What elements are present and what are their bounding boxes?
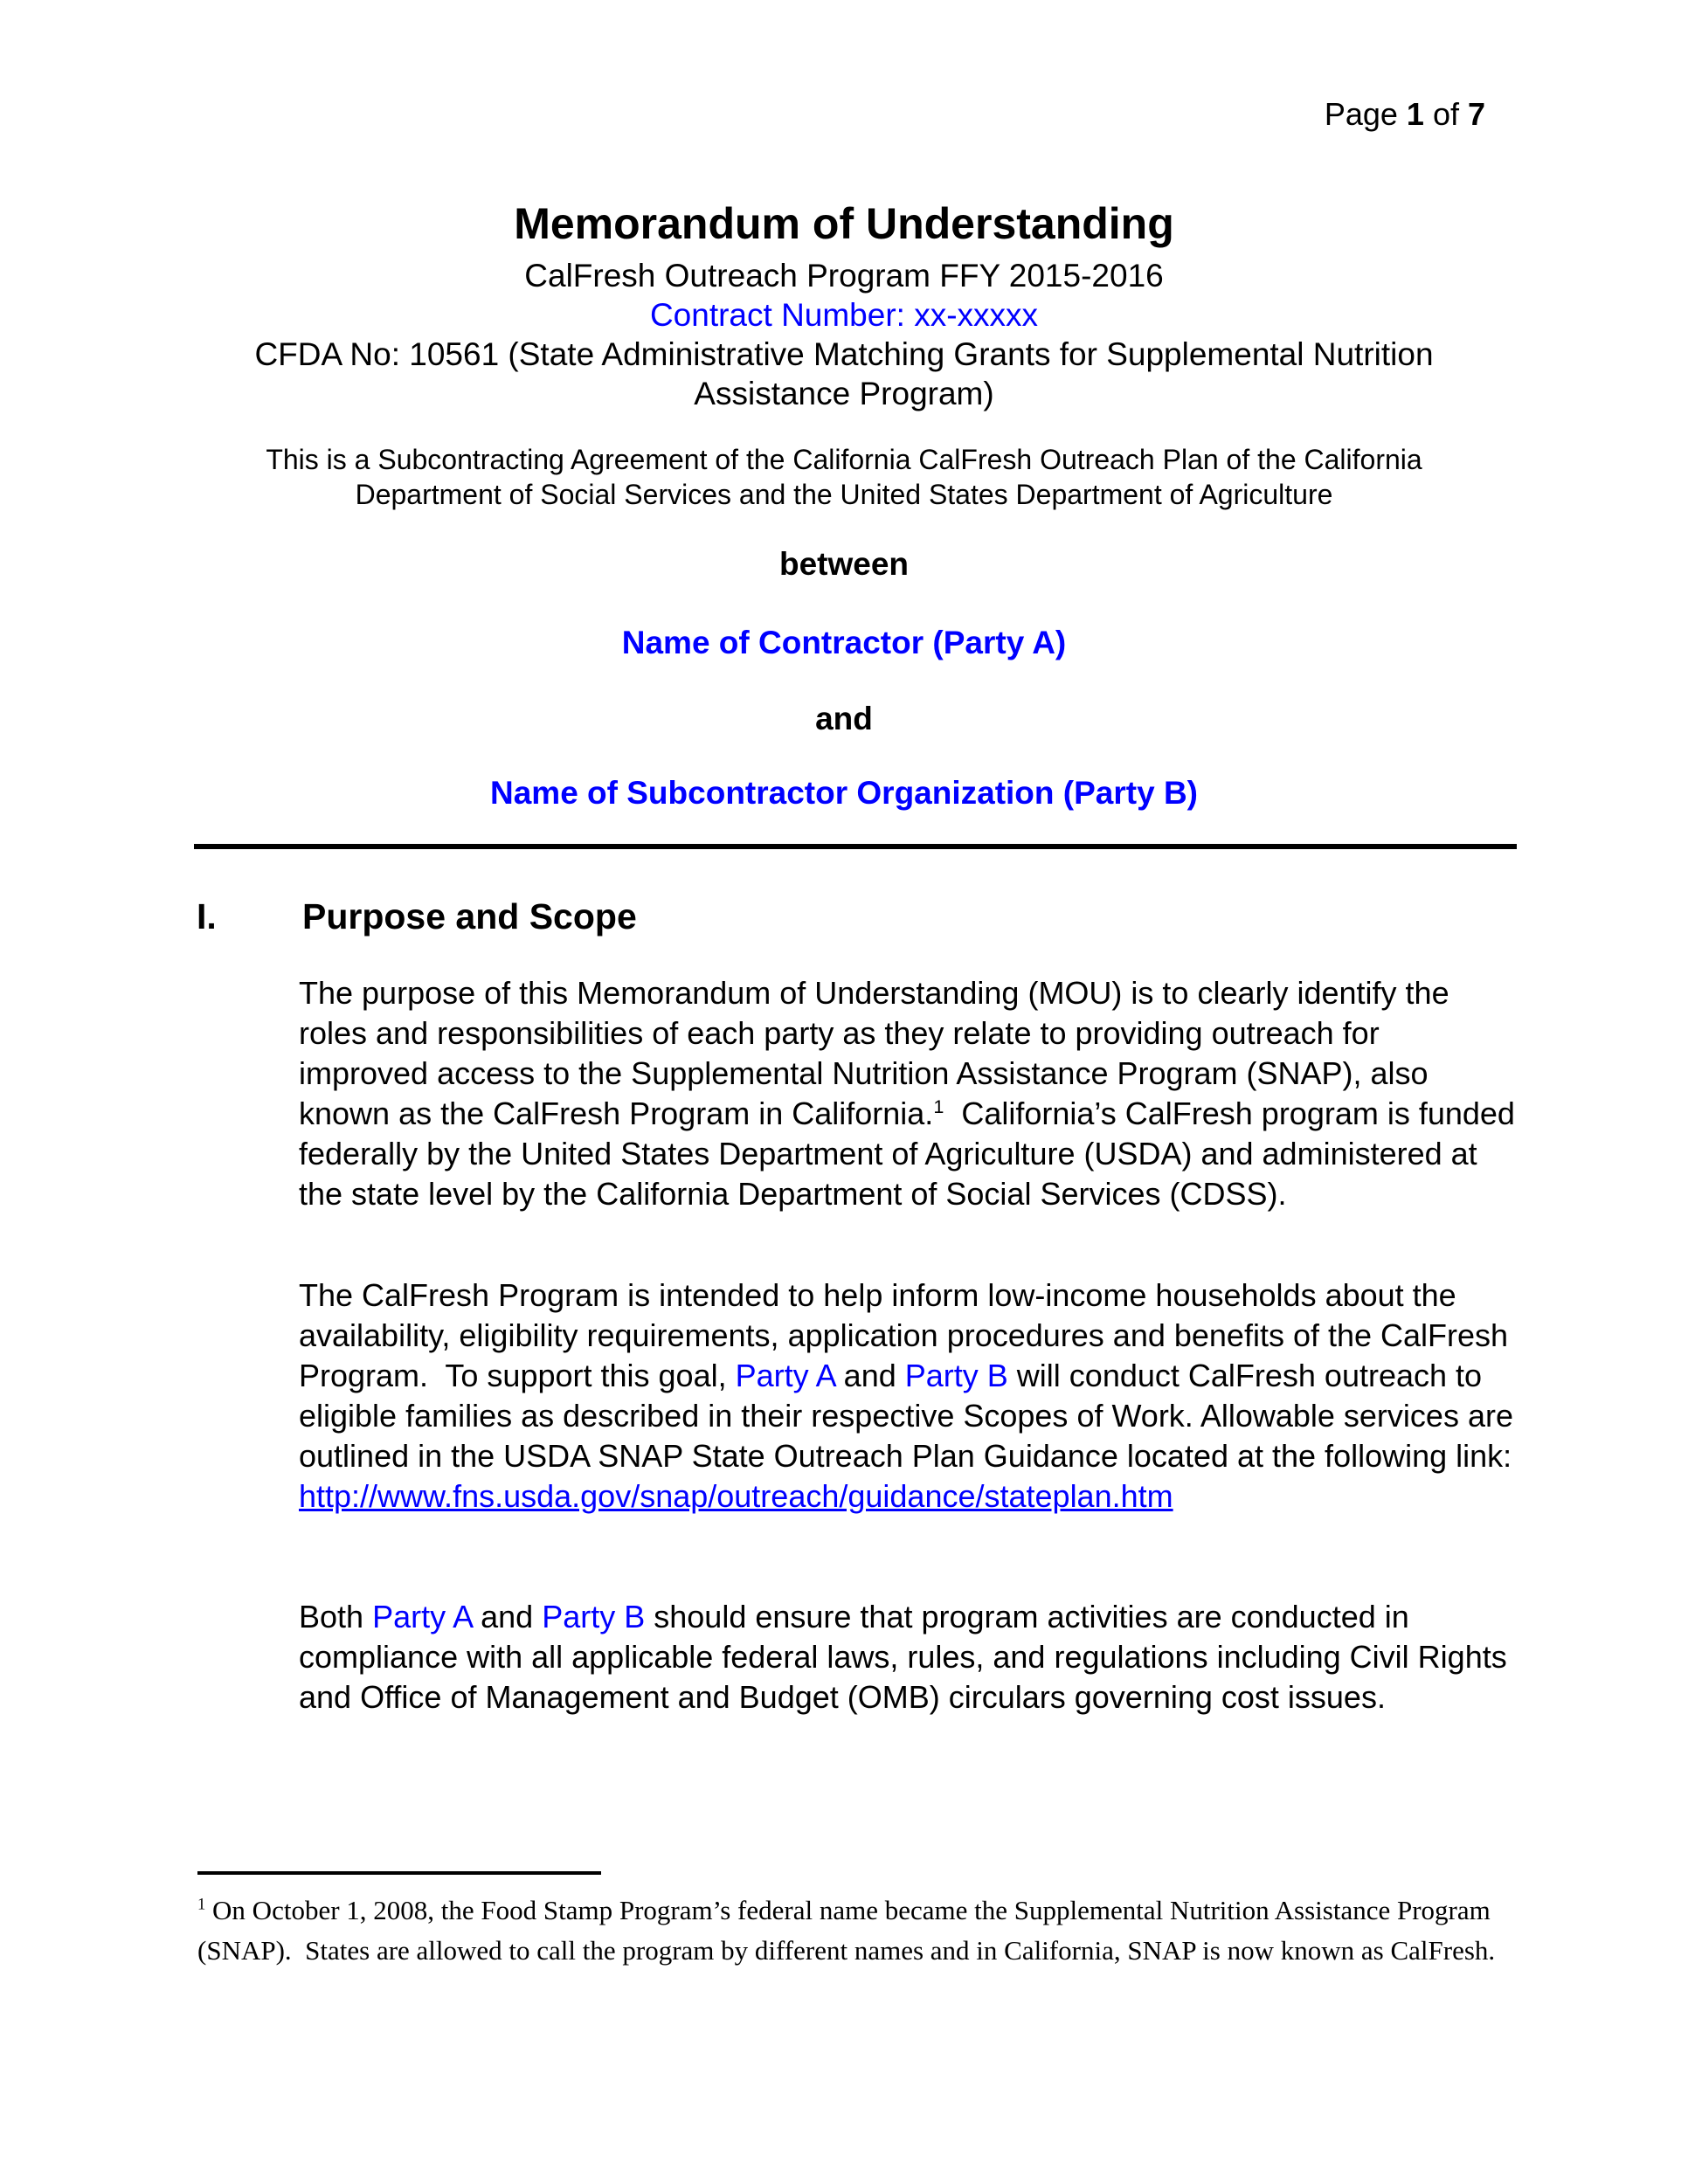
page-number [1325,96,1485,133]
between-label: between [778,546,910,582]
cfda-number [0,335,1688,413]
footnote-reference: 1 [933,1095,944,1117]
text-run: should ensure that program activities are conducted in compliance with all applicable federal laws, rules, and regulations including Civil Rights and Office of Management and Budget (OMB) circulars governing cost issues. [299,1599,1516,1715]
section-heading [197,896,637,937]
text-run: 7 [1467,96,1485,132]
party-a-name: Name of Contractor (Party A) [621,625,1067,660]
party-reference: Party A [735,1358,835,1393]
text-run: Page [1324,96,1407,132]
text-run: CFDA No: 10561 (State Administrative Matching Grants for Supplemental Nutrition [254,336,1434,372]
footnote-separator-rule [197,1871,601,1875]
text-run: This is a Subcontracting Agreement of the California CalFresh Outreach Plan of the California [266,444,1422,475]
text-run: The CalFresh Program is intended to help inform low-income households about the availability, eligibility requirements, application procedures and benefits of the CalFresh Program. To support this goal, [299,1277,1518,1393]
section-divider [194,844,1517,849]
footnote-reference: 1 [197,1895,206,1914]
purpose-paragraph-2 [299,1275,1522,1517]
text-run: Department of Social Services and the United States Department of Agriculture [355,479,1333,510]
text-run: will conduct CalFresh outreach to eligible families as described in their respective Scopes of Work. Allowable services are outlined in the USDA SNAP State Outreach Plan Guidance located at the following link: [299,1358,1522,1474]
purpose-paragraph-3 [299,1597,1515,1717]
party-reference: Party B [904,1358,1008,1393]
program-subtitle: CalFresh Outreach Program FFY 2015-2016 [524,258,1164,294]
party-reference: Party B [542,1599,646,1635]
text-run: The purpose of this Memorandum of Understanding (MOU) is to clearly identify the roles and responsibilities of each party as they relate to providing outreach for improved access to the Supplemental Nutrition Assistance Program (SNAP), also known as the CalFresh Program in California. [299,975,1458,1131]
text-run: California’s CalFresh program is funded federally by the United States Department of Agriculture (USDA) and administered at the state level by the California Department of Social Services (CDSS). [299,1095,1524,1212]
subcontracting-agreement-statement [0,442,1688,512]
purpose-paragraph-1 [299,973,1524,1214]
stateplan-guidance-link[interactable]: http://www.fns.usda.gov/snap/outreach/guidance/stateplan.htm [299,1478,1173,1514]
and-label: and [815,701,873,736]
text-run: Both [299,1599,373,1635]
title-block [0,197,1688,413]
footnote-text [197,1890,1498,1971]
section-heading-label: Purpose and Scope [302,896,637,936]
text-run: and [834,1358,905,1393]
text-run: of [1423,96,1468,132]
text-run: On October 1, 2008, the Food Stamp Program’s federal name became the Supplemental Nutrition Assistance Program (SNAP). States are allowed to call the program by different names and in California, SNAP is now known as CalFresh. [197,1895,1498,1966]
contract-number: Contract Number: xx-xxxxx [649,297,1039,333]
party-b-name: Name of Subcontractor Organization (Party B) [490,775,1198,811]
section-numeral: I. [197,896,217,936]
text-run: Assistance Program) [694,376,994,411]
text-run: 1 [1406,96,1424,132]
document-title: Memorandum of Understanding [514,199,1174,248]
party-reference: Party A [372,1599,473,1635]
text-run: and [472,1599,543,1635]
